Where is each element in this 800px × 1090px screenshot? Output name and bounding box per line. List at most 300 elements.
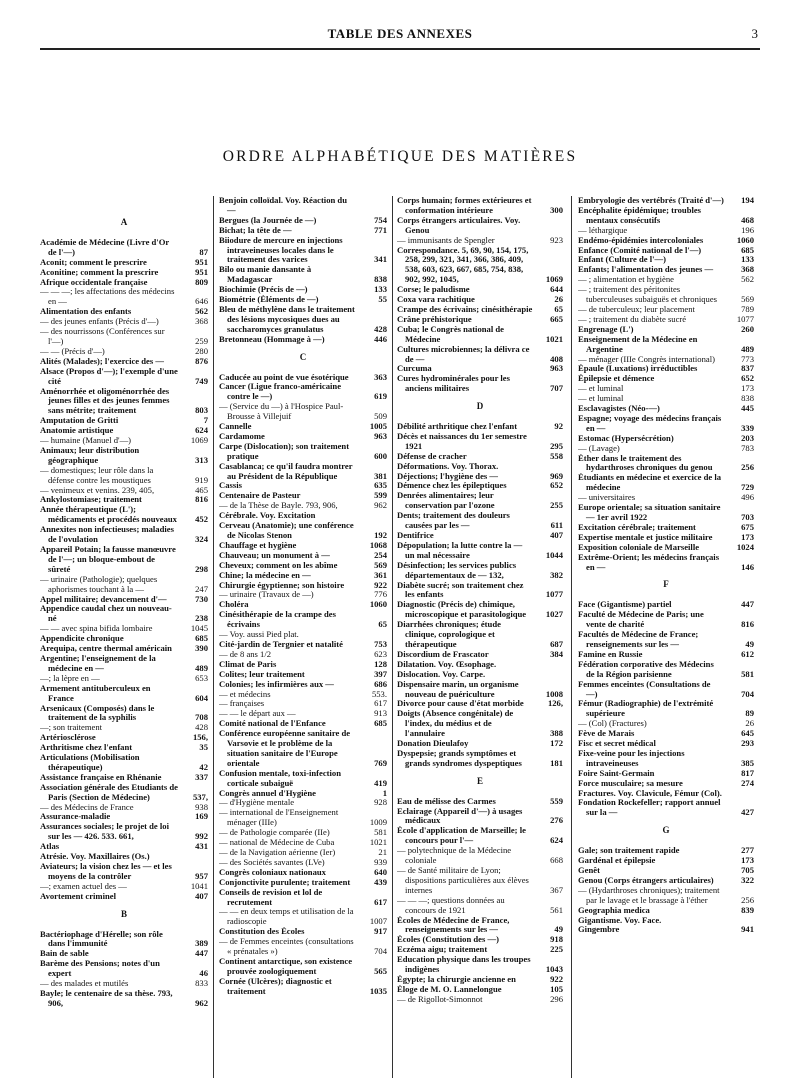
index-entry	[578, 384, 754, 394]
index-entry	[40, 892, 208, 902]
entry-page-ref: 562	[195, 307, 208, 317]
entry-term: Atlas	[40, 842, 60, 852]
entry-term: Fisc et secret médical	[578, 739, 656, 749]
entry-page-ref: 957	[195, 870, 208, 881]
entry-page-ref: 324	[195, 534, 208, 545]
index-entry	[578, 364, 754, 374]
entry-term: — venimeux et venins. 239, 405,	[40, 485, 155, 495]
index-entry	[578, 925, 754, 935]
index-entry	[397, 846, 563, 866]
entry-page-ref: 1035	[369, 985, 387, 996]
entry-page-ref: 913	[374, 709, 387, 719]
index-entry	[578, 650, 754, 660]
entry-page-ref: 181	[550, 757, 563, 768]
entry-page-ref: 704	[741, 688, 754, 699]
entry-page-ref: 247	[195, 583, 208, 594]
entry-page-ref: 665	[550, 314, 563, 324]
index-entry	[397, 196, 563, 216]
entry-term: Association générale des Etudiants de Paris (Section de Médecine)	[40, 782, 178, 802]
index-entry	[219, 610, 387, 630]
index-entry	[219, 690, 387, 700]
index-entry	[397, 422, 563, 432]
entry-term: Cerveau (Anatomie); une conférence de Nicolas Stenon	[219, 521, 354, 540]
entry-term: — — (Précis d'—)	[40, 346, 105, 356]
entry-term: Cérébrale. Voy. Excitation	[219, 511, 316, 521]
entry-term: Curcuma	[397, 364, 432, 374]
index-entry	[578, 699, 754, 719]
index-entry	[40, 862, 208, 882]
index-entry	[40, 575, 208, 595]
index-entry	[397, 945, 563, 955]
entry-page-ref: 26	[745, 719, 754, 729]
entry-term: Face (Gigantisme) partiel	[578, 600, 672, 610]
entry-term: Arequipa, centre thermal américain	[40, 644, 172, 654]
index-entry	[219, 236, 387, 266]
entry-page-ref: 644	[550, 285, 563, 295]
entry-page-ref: 196	[741, 225, 754, 235]
entry-page-ref: 599	[374, 491, 387, 501]
entry-term: — humaine (Manuel d'—)	[40, 436, 132, 446]
entry-page-ref: 938	[195, 802, 208, 812]
entry-page-ref: 707	[550, 383, 563, 394]
entry-term: Bactériophage d'Hérelle; son rôle dans l'immunité	[40, 929, 163, 949]
entry-term: Expertise mentale et justice militaire	[578, 532, 713, 542]
entry-page-ref: 645	[741, 729, 754, 739]
index-entry	[397, 531, 563, 541]
index-entry	[40, 505, 208, 525]
index-entry	[397, 985, 563, 995]
index-entry	[40, 634, 208, 644]
index-entry	[40, 959, 208, 979]
index-entry	[219, 927, 387, 937]
entry-term: — urinaire (Pathologie); quelques aphorismes touchant à la —	[40, 574, 158, 594]
entry-page-ref: 489	[741, 343, 754, 354]
entry-term: Enfance (Comité national de l'—)	[578, 245, 702, 255]
index-entry	[397, 807, 563, 827]
index-entry	[40, 238, 208, 258]
page-number: 3	[751, 26, 758, 41]
entry-term: — d'Hygiène mentale	[219, 798, 295, 808]
index-entry	[40, 930, 208, 950]
entry-page-ref: 339	[741, 422, 754, 433]
entry-page-ref: 1060	[369, 600, 387, 610]
entry-term: — des Médecins de France	[40, 802, 134, 812]
index-entry	[40, 545, 208, 575]
entry-term: Aménorrhée et oligoménorrhée des jeunes filles et des jeunes femmes sans métrite; traitement	[40, 386, 170, 416]
index-entry	[578, 789, 754, 799]
entry-page-ref: 21	[378, 848, 387, 857]
index-column-3	[397, 196, 563, 1076]
entry-page-ref: 295	[550, 440, 563, 451]
entry-term: Corps étrangers articulaires. Voy. Genou	[397, 215, 521, 235]
index-entry	[40, 723, 208, 733]
entry-term: — (Col) (Fractures)	[578, 719, 647, 729]
entry-page-ref: 685	[741, 245, 754, 255]
entry-term: — — —; questions données au concours de 1921	[397, 895, 505, 915]
index-entry	[578, 916, 754, 926]
index-entry	[578, 749, 754, 769]
entry-term: Ankylostomiase; traitement	[40, 495, 142, 505]
entry-page-ref: 951	[195, 267, 208, 277]
index-entry	[578, 876, 754, 886]
index-entry	[578, 236, 754, 246]
entry-page-ref: 565	[374, 965, 387, 976]
entry-term: Avortement criminel	[40, 891, 116, 901]
index-entry	[578, 196, 754, 206]
entry-term: Eclairage (Appareil d'—) à usages médicaux	[397, 806, 523, 826]
entry-term: Articulations (Mobilisation thérapeutique)	[40, 753, 140, 772]
entry-page-ref: 652	[550, 481, 563, 491]
entry-page-ref: 776	[374, 590, 387, 600]
entry-term: Education physique dans les troupes indigènes	[397, 955, 531, 975]
entry-term: Étudiants en médecine et exercice de la médecine	[578, 473, 722, 493]
entry-page-ref: 537,	[192, 791, 208, 802]
index-entry	[397, 670, 563, 680]
entry-page-ref: 611	[550, 520, 563, 531]
entry-page-ref: 126,	[547, 699, 563, 709]
entry-term: Engrenage (L')	[578, 324, 634, 334]
entry-term: Biométrie (Éléments de —)	[219, 295, 319, 305]
entry-term: Cancer (Ligue franco-américaine contre le —)	[219, 382, 342, 402]
entry-term: Dépopulation; la lutte contre la — un mal nécessaire	[397, 540, 523, 560]
entry-term: Foire Saint-Germain	[578, 768, 655, 778]
entry-page-ref: 92	[554, 422, 563, 432]
entry-term: — (Service du —) à l'Hospice Paul-Brousse à Villejuif	[219, 402, 344, 422]
entry-term: Fève de Marais	[578, 729, 635, 739]
entry-page-ref: 384	[550, 649, 563, 659]
entry-term: Atrésie. Voy. Maxillaires (Os.)	[40, 852, 150, 862]
index-entry	[397, 216, 563, 236]
index-entry	[578, 394, 754, 404]
index-entry	[40, 882, 208, 892]
entry-term: — ; alimentation et hygiène	[578, 275, 674, 285]
entry-page-ref: 225	[550, 945, 563, 955]
index-entry	[578, 255, 754, 265]
index-entry	[219, 977, 387, 997]
entry-term: Armement antituberculeux en France	[40, 683, 151, 703]
entry-page-ref: 783	[741, 443, 754, 453]
entry-term: Bilo ou manie dansante à Madagascar	[219, 265, 312, 285]
index-entry	[397, 955, 563, 975]
entry-page-ref: 397	[374, 669, 387, 679]
entry-term: Cures hydrominérales pour les anciens militaires	[397, 374, 510, 394]
entry-term: Centenaire de Pasteur	[219, 491, 301, 501]
index-entry	[219, 442, 387, 462]
entry-page-ref: 298	[195, 563, 208, 574]
entry-page-ref: 939	[374, 857, 387, 867]
index-entry	[397, 709, 563, 739]
entry-term: Bayle; le centenaire de sa thèse. 793, 906,	[40, 988, 173, 1008]
entry-page-ref: 1024	[736, 542, 754, 552]
entry-page-ref: 876	[195, 356, 208, 366]
entry-term: Endémo-épidémies intercoloniales	[578, 235, 704, 245]
entry-term: Donation Dieulafoy	[397, 739, 469, 749]
entry-term: Discordium de Frascator	[397, 649, 489, 659]
entry-term: — universitaires	[578, 493, 636, 503]
entry-term: — domestiques; leur rôle dans la défense contre les moustiques	[40, 465, 154, 485]
section-letter: D	[476, 401, 484, 412]
entry-page-ref: 569	[374, 560, 387, 570]
entry-term: Chauffage et hygiène	[219, 540, 297, 550]
entry-term: Appendicite chronique	[40, 634, 124, 644]
entry-term: Enseignement de la Médecine en Argentine	[578, 334, 698, 354]
entry-page-ref: 569	[741, 294, 754, 305]
entry-term: Bretonneau (Hommage à —)	[219, 334, 325, 344]
index-entry	[40, 436, 208, 446]
index-entry	[397, 797, 563, 807]
index-entry	[219, 196, 387, 216]
entry-term: — de la Thèse de Bayle. 793, 906,	[219, 501, 338, 511]
index-entry	[219, 630, 387, 640]
section-letter: A	[120, 217, 128, 227]
index-entry	[219, 709, 387, 719]
entry-term: — ; traitement des péritonites tuberculeuses subaiguës et chroniques	[578, 285, 718, 305]
entry-page-ref: 89	[745, 708, 754, 719]
entry-page-ref: 390	[195, 644, 208, 654]
index-entry	[40, 803, 208, 813]
entry-page-ref: 1008	[545, 688, 563, 699]
index-entry	[40, 852, 208, 862]
entry-page-ref: 816	[741, 619, 754, 630]
entry-page-ref: 1027	[545, 609, 563, 620]
index-entry	[219, 481, 387, 491]
header-rule	[40, 48, 760, 50]
index-entry	[397, 285, 563, 295]
entry-page-ref: 729	[741, 482, 754, 493]
index-entry	[578, 434, 754, 444]
entry-page-ref: 562	[741, 275, 754, 285]
entry-page-ref: 428	[374, 323, 387, 334]
entry-term: Fémur (Radiographie) de l'extrémité supérieure	[578, 699, 714, 719]
entry-page-ref: 553.	[371, 689, 387, 699]
entry-term: Cassis	[219, 481, 242, 491]
entry-page-ref: 922	[550, 974, 563, 984]
entry-page-ref: 623	[374, 649, 387, 659]
entry-page-ref: 558	[550, 451, 563, 461]
index-entry	[219, 699, 387, 709]
entry-term: — françaises	[219, 699, 265, 709]
entry-term: — immunisants de Spengler	[397, 235, 495, 245]
entry-term: Cuba; le Congrès national de Médecine	[397, 324, 504, 344]
index-entry	[219, 285, 387, 295]
index-entry	[578, 473, 754, 493]
index-entry	[219, 501, 387, 511]
entry-page-ref: 388	[550, 728, 563, 739]
entry-term: Excitation cérébrale; traitement	[578, 522, 696, 532]
entry-page-ref: 293	[741, 739, 754, 749]
entry-term: Bleu de méthylène dans le traitement des lésions mycosiques dues au saccharomyces granulatus	[219, 304, 355, 334]
index-entry	[40, 624, 208, 634]
entry-page-ref: 368	[741, 265, 754, 275]
entry-page-ref: 1077	[545, 589, 563, 600]
entry-page-ref: 640	[374, 867, 387, 877]
index-entry	[40, 486, 208, 496]
index-entry	[397, 345, 563, 365]
index-entry	[40, 287, 208, 307]
entry-term: Décès et naissances du 1er semestre 1921	[397, 431, 527, 451]
index-entry	[397, 650, 563, 660]
entry-term: Enfant (Culture de l'—)	[578, 255, 666, 265]
entry-page-ref: 922	[374, 580, 387, 590]
entry-term: Fondation Rockefeller; rapport annuel sur la —	[578, 798, 721, 818]
entry-term: Gigantisme. Voy. Face.	[578, 915, 662, 925]
entry-page-ref: 951	[195, 257, 208, 267]
index-entry	[578, 680, 754, 700]
entry-page-ref: 600	[374, 450, 387, 461]
entry-page-ref: 839	[741, 905, 754, 915]
entry-term: Fractures. Voy. Clavicule, Fémur (Col).	[578, 788, 722, 798]
entry-page-ref: 617	[374, 896, 387, 907]
entry-term: Artériosclérose	[40, 733, 96, 743]
index-entry	[397, 236, 563, 246]
entry-page-ref: 156,	[192, 733, 208, 743]
entry-term: — et luminal	[578, 394, 624, 404]
entry-page-ref: 381	[374, 470, 387, 481]
entry-term: — de Santé militaire de Lyon; dispositions particulières aux élèves internes	[397, 866, 529, 895]
entry-term: Dentifrice	[397, 531, 434, 540]
entry-term: — polytechnique de la Médecine coloniale	[397, 846, 512, 866]
entry-term: Cannelle	[219, 422, 252, 432]
index-entry	[397, 935, 563, 945]
entry-page-ref: 789	[741, 304, 754, 314]
index-entry	[397, 739, 563, 749]
index-entry	[219, 265, 387, 285]
index-entry	[219, 571, 387, 581]
entry-term: Barème des Pensions; notes d'un expert	[40, 959, 160, 979]
entry-term: — — —; les affectations des médecins en —	[40, 287, 175, 307]
index-entry: Amputation de Gritti 7	[40, 416, 208, 426]
entry-term: Carpe (Dislocation); son traitement pratique	[219, 441, 350, 461]
entry-term: Corse; le paludisme	[397, 285, 470, 295]
entry-term: Embryologie des vertébrés (Traité d'—)	[578, 196, 724, 205]
index-entry	[219, 957, 387, 977]
index-entry	[578, 444, 754, 454]
entry-page-ref: 255	[550, 500, 563, 511]
index-entry	[219, 640, 387, 650]
page-title: ORDRE ALPHABÉTIQUE DES MATIÈRES	[222, 148, 578, 165]
entry-term: — des jeunes enfants (Précis d'—)	[40, 317, 159, 327]
entry-page-ref: 816	[195, 495, 208, 505]
entry-term: — ménager (IIIe Congrès international)	[578, 354, 715, 364]
entry-page-ref: 203	[741, 433, 754, 443]
index-entry	[219, 521, 387, 541]
index-entry	[397, 826, 563, 846]
entry-page-ref: 428	[195, 723, 208, 733]
entry-page-ref: 447	[195, 949, 208, 959]
entry-term: Argentine; l'enseignement de la médecine en —	[40, 653, 156, 673]
entry-term: Gingembre	[578, 925, 620, 935]
index-column-1	[40, 210, 208, 1090]
entry-term: Caducée au point de vue ésotérique	[219, 372, 349, 382]
entry-term: Écoles (Constitution des —)	[397, 935, 499, 945]
entry-term: — Voy. aussi Pied plat.	[219, 630, 299, 640]
entry-page-ref: 685	[195, 634, 208, 644]
running-header-title: TABLE DES ANNEXES	[327, 26, 473, 41]
entry-page-ref: 313	[195, 454, 208, 465]
entry-term: Annexites non infectieuses; maladies de l'ovulation	[40, 525, 174, 545]
index-entry	[578, 610, 754, 630]
entry-page-ref: 705	[741, 866, 754, 875]
entry-page-ref: 1060	[736, 235, 754, 245]
index-entry	[40, 753, 208, 773]
entry-term: Dispensaire marin, un organisme nouveau de puériculture	[397, 679, 519, 699]
entry-page-ref: 1041	[190, 881, 208, 891]
index-entry	[219, 888, 387, 908]
entry-term: Corps humain; formes extérieures et conformation intérieure	[397, 196, 532, 215]
entry-term: Année thérapeutique (L'); médicaments et procédés nouveaux	[40, 505, 177, 525]
entry-page-ref: 1021	[545, 333, 563, 344]
entry-term: Genou (Corps étrangers articulaires)	[578, 875, 714, 885]
index-entry	[219, 670, 387, 680]
index-entry	[578, 335, 754, 355]
index-entry	[397, 699, 563, 709]
entry-term: Animaux; leur distribution géographique	[40, 445, 140, 465]
index-entry	[219, 798, 387, 808]
entry-page-ref: 194	[741, 196, 754, 205]
index-entry	[397, 325, 563, 345]
index-entry	[40, 704, 208, 724]
entry-page-ref: 753	[374, 639, 387, 649]
entry-page-ref: 619	[374, 391, 387, 402]
entry-term: Amputation de Gritti	[40, 416, 119, 426]
entry-page-ref: 367	[550, 884, 563, 895]
index-entry	[219, 226, 387, 236]
index-entry	[578, 404, 754, 414]
entry-term: — des Sociétés savantes (LVe)	[219, 857, 325, 867]
entry-term: — des malades et mutilés	[40, 979, 129, 989]
index-entry	[397, 481, 563, 491]
entry-term: Casablanca; ce qu'il faudra montrer au Président de la République	[219, 461, 353, 481]
entry-page-ref: 192	[374, 530, 387, 540]
index-entry	[578, 226, 754, 236]
index-entry	[578, 454, 754, 474]
entry-term: Enfants; l'alimentation des jeunes —	[578, 265, 714, 275]
index-entry	[40, 258, 208, 268]
index-entry	[40, 989, 208, 1009]
entry-page-ref: 363	[374, 372, 387, 382]
entry-term: Débilité arthritique chez l'enfant	[397, 422, 518, 432]
index-entry	[578, 906, 754, 916]
entry-term: Assistance française en Rhénanie	[40, 772, 162, 782]
index-entry	[219, 305, 387, 335]
index-entry	[219, 769, 387, 789]
column-divider	[392, 196, 393, 1078]
index-entry	[578, 779, 754, 789]
entry-page-ref: 260	[741, 324, 754, 334]
running-header	[40, 24, 760, 44]
entry-page-ref: 300	[550, 204, 563, 215]
entry-page-ref: 771	[374, 225, 387, 235]
entry-term: Éther dans le traitement des hydarthroses chroniques du genou	[578, 453, 713, 473]
entry-page-ref: 624	[550, 835, 563, 846]
index-entry	[578, 285, 754, 305]
index-entry	[40, 743, 208, 753]
entry-term: Cardamome	[219, 431, 265, 441]
entry-term: Force musculaire; sa mesure	[578, 778, 683, 788]
entry-page-ref: 408	[550, 353, 563, 364]
entry-page-ref: 817	[741, 768, 754, 778]
entry-page-ref: 26	[554, 295, 563, 305]
index-entry	[397, 511, 563, 531]
entry-page-ref: 668	[550, 855, 563, 866]
entry-term: Égypte; la chirurgie ancienne en	[397, 974, 516, 984]
entry-term: — urinaire (Travaux de —)	[219, 590, 314, 600]
entry-page-ref: 322	[741, 875, 754, 885]
index-entry	[219, 373, 387, 383]
entry-term: Fédération corporative des Médecins de la Région parisienne	[578, 659, 714, 679]
entry-term: Correspondance. 5, 69, 90, 154, 175, 258, 299, 321, 341, 366, 386, 409, 538, 603, 623, 667, 685, 754, 838, 902, 992, 1045,	[397, 245, 529, 285]
index-entry	[219, 878, 387, 888]
